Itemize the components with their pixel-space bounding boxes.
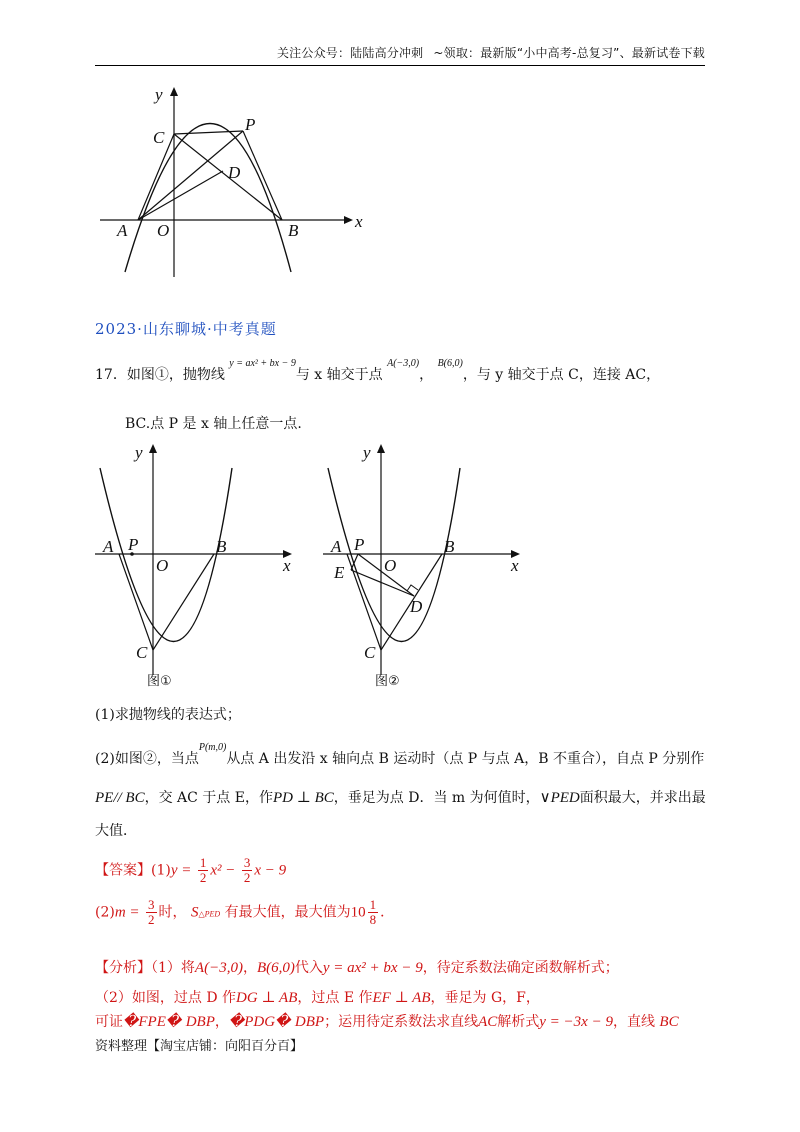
analysis-3-e: �PDG�: [228, 1014, 291, 1030]
answer-2-frac-den: 2: [148, 912, 155, 927]
answer-2-frac-num: 3: [148, 897, 155, 912]
question-text-3: ，与 y 轴交于点 C，连接 AC，: [462, 367, 661, 383]
label-o: O: [157, 221, 170, 240]
label-a: A: [117, 221, 128, 240]
analysis-3-i: 解析式: [497, 1014, 540, 1030]
page-footer: 资料整理【淘宝店铺：向阳百分百】: [95, 1039, 304, 1054]
answer-1-mid: x² −: [210, 862, 236, 879]
analysis-1-e: ，待定系数法确定函数解析式；: [422, 960, 619, 976]
analysis-3-d: ，: [214, 1014, 229, 1030]
segment-ac: [119, 554, 153, 650]
answer-1-end: x − 9: [254, 862, 287, 879]
parabola: [125, 124, 291, 273]
analysis-2-ef-perp: EF ⊥ AB: [372, 990, 431, 1006]
label-x: x: [511, 556, 519, 575]
answer-2-text-2: 有最大值，最大值为: [224, 904, 351, 921]
analysis-line-3: [95, 1011, 679, 1031]
label-c: C: [136, 643, 148, 662]
y-axis-arrow-icon: [377, 444, 385, 453]
figure-top: [95, 85, 375, 280]
answer-1-frac-2-num: 3: [243, 855, 251, 870]
y-axis-arrow-icon: [149, 444, 157, 453]
label-b: B: [216, 537, 227, 556]
question-line-1: [95, 358, 661, 384]
analysis-3-j: y = −3x − 9: [539, 1014, 613, 1030]
analysis-1-equation: y = ax² + bx − 9: [322, 960, 423, 976]
analysis-2-e: ，垂足为 G，F，: [430, 990, 540, 1006]
label-p: P: [354, 535, 365, 554]
analysis-1-c: ，: [242, 960, 257, 976]
x-axis-arrow-icon: [344, 216, 353, 224]
label-p: P: [245, 115, 256, 134]
question-text-1: 如图①，抛物线: [126, 367, 225, 383]
answer-1-lhs: y =: [170, 862, 192, 879]
header-left: 关注公众号：陆陆高分冲刺: [276, 46, 424, 60]
analysis-3-f: DBP: [294, 1014, 325, 1030]
caption-fig-2: 图②: [375, 674, 400, 689]
analysis-2-c: ，过点 E 作: [297, 990, 373, 1006]
answer-2-value-frac: [368, 898, 379, 927]
analysis-1-point-a: A(−3,0): [194, 960, 243, 976]
segment-pb: [243, 131, 282, 220]
label-o: O: [156, 556, 169, 575]
label-x: x: [355, 212, 363, 231]
question-point-b: B(6,0): [437, 358, 463, 369]
segment-cp: [174, 131, 243, 134]
question-number: 17．: [95, 367, 127, 383]
part-2-line-3: 大值．: [95, 823, 137, 839]
label-o: O: [384, 556, 397, 575]
part-2-point: P(m,0): [198, 742, 227, 753]
part-2-text-a: (2)如图②，当点: [95, 751, 199, 767]
label-c: C: [364, 643, 376, 662]
label-y: y: [155, 85, 163, 104]
answer-2-text-1: 时，: [158, 904, 187, 921]
page-header: [95, 44, 705, 66]
answer-2-prefix: (2): [95, 904, 115, 921]
label-d: D: [228, 163, 241, 182]
label-a: A: [103, 537, 114, 556]
question-comma: ，: [419, 367, 434, 383]
analysis-3-b: �FPE�: [123, 1014, 182, 1030]
right-angle-mark: [407, 585, 418, 591]
part-1: (1)求抛物线的表达式；: [95, 707, 241, 723]
answer-2-area-symbol: S: [190, 904, 199, 921]
answer-2-value-num: 1: [369, 897, 377, 912]
answer-1-frac-2: [242, 856, 253, 885]
analysis-line-1: [95, 957, 619, 977]
part-2-text-e: 面积最大，并求出最: [579, 790, 706, 806]
label-y: y: [135, 443, 143, 462]
part-2-line-2: [95, 787, 706, 807]
analysis-3-k: ，直线: [612, 1014, 655, 1030]
answer-1-frac-2-den: 2: [243, 870, 251, 885]
question-equation: y = ax² + bx − 9: [229, 358, 296, 369]
figure-1: [90, 440, 305, 700]
question-text-2: 与 x 轴交于点: [295, 367, 383, 383]
answer-line-2: [95, 898, 394, 927]
part-2-triangle-ped: ∨PED: [539, 790, 580, 806]
answer-2-end: ．: [380, 904, 395, 921]
analysis-2-dg-perp: DG ⊥ AB: [236, 990, 298, 1006]
question-line-2: BC.点 P 是 x 轴上任意一点.: [125, 416, 302, 432]
label-y: y: [363, 443, 371, 462]
analysis-3-c: DBP: [185, 1014, 215, 1030]
analysis-line-2: [95, 987, 540, 1007]
analysis-3-a: 可证: [95, 1014, 123, 1030]
y-axis-arrow-icon: [170, 87, 178, 96]
answer-2-value-den: 8: [369, 912, 377, 927]
analysis-3-l: BC: [659, 1014, 679, 1030]
label-d: D: [410, 597, 423, 616]
analysis-1-point-b: B(6,0): [256, 960, 295, 976]
figure-2: [318, 440, 533, 700]
answer-tag: 【答案】: [95, 862, 151, 879]
answer-1-frac-1-den: 2: [199, 870, 207, 885]
analysis-2-a: （2）如图，过点 D 作: [95, 990, 237, 1006]
part-2-text-b: 从点 A 出发沿 x 轴向点 B 运动时（点 P 与点 A，B 不重合），自点 P 分别作: [226, 751, 705, 767]
header-right: ~领取：最新版“小中高考-总复习”、最新试卷下载: [433, 46, 705, 60]
label-x: x: [283, 556, 291, 575]
caption-fig-1: 图①: [147, 674, 172, 689]
label-b: B: [288, 221, 299, 240]
analysis-3-g: ；运用待定系数法求直线: [324, 1014, 479, 1030]
answer-1-frac-1: [198, 856, 209, 885]
analysis-1-a: （1）将: [151, 960, 195, 976]
section-title: 2023·山东聊城·中考真题: [95, 320, 277, 338]
answer-2-m: m =: [114, 904, 140, 921]
analysis-3-h: AC: [478, 1014, 498, 1030]
label-e: E: [334, 563, 345, 582]
part-2-text-c: ，交 AC 于点 E，作: [144, 790, 273, 806]
answer-2-frac: [146, 898, 157, 927]
label-p: P: [128, 535, 139, 554]
part-2-line: [95, 742, 705, 768]
label-a: A: [331, 537, 342, 556]
part-2-text-d: ，垂足为点 D．当 m 为何值时，: [333, 790, 540, 806]
part-2-pe-parallel: PE// BC: [95, 790, 145, 806]
answer-line-1: [95, 856, 286, 885]
analysis-1-d: 代入: [294, 960, 323, 976]
answer-2-int: 10: [350, 904, 366, 921]
label-c: C: [153, 128, 165, 147]
part-2-pd-perp: PD ⊥ BC: [272, 790, 334, 806]
answer-1-prefix: (1): [151, 862, 171, 879]
analysis-tag: 【分析】: [95, 960, 151, 976]
label-b: B: [444, 537, 455, 556]
question-point-a: A(−3,0): [387, 358, 420, 369]
answer-2-area-sub: △PED: [198, 909, 221, 919]
answer-1-frac-1-num: 1: [199, 855, 207, 870]
